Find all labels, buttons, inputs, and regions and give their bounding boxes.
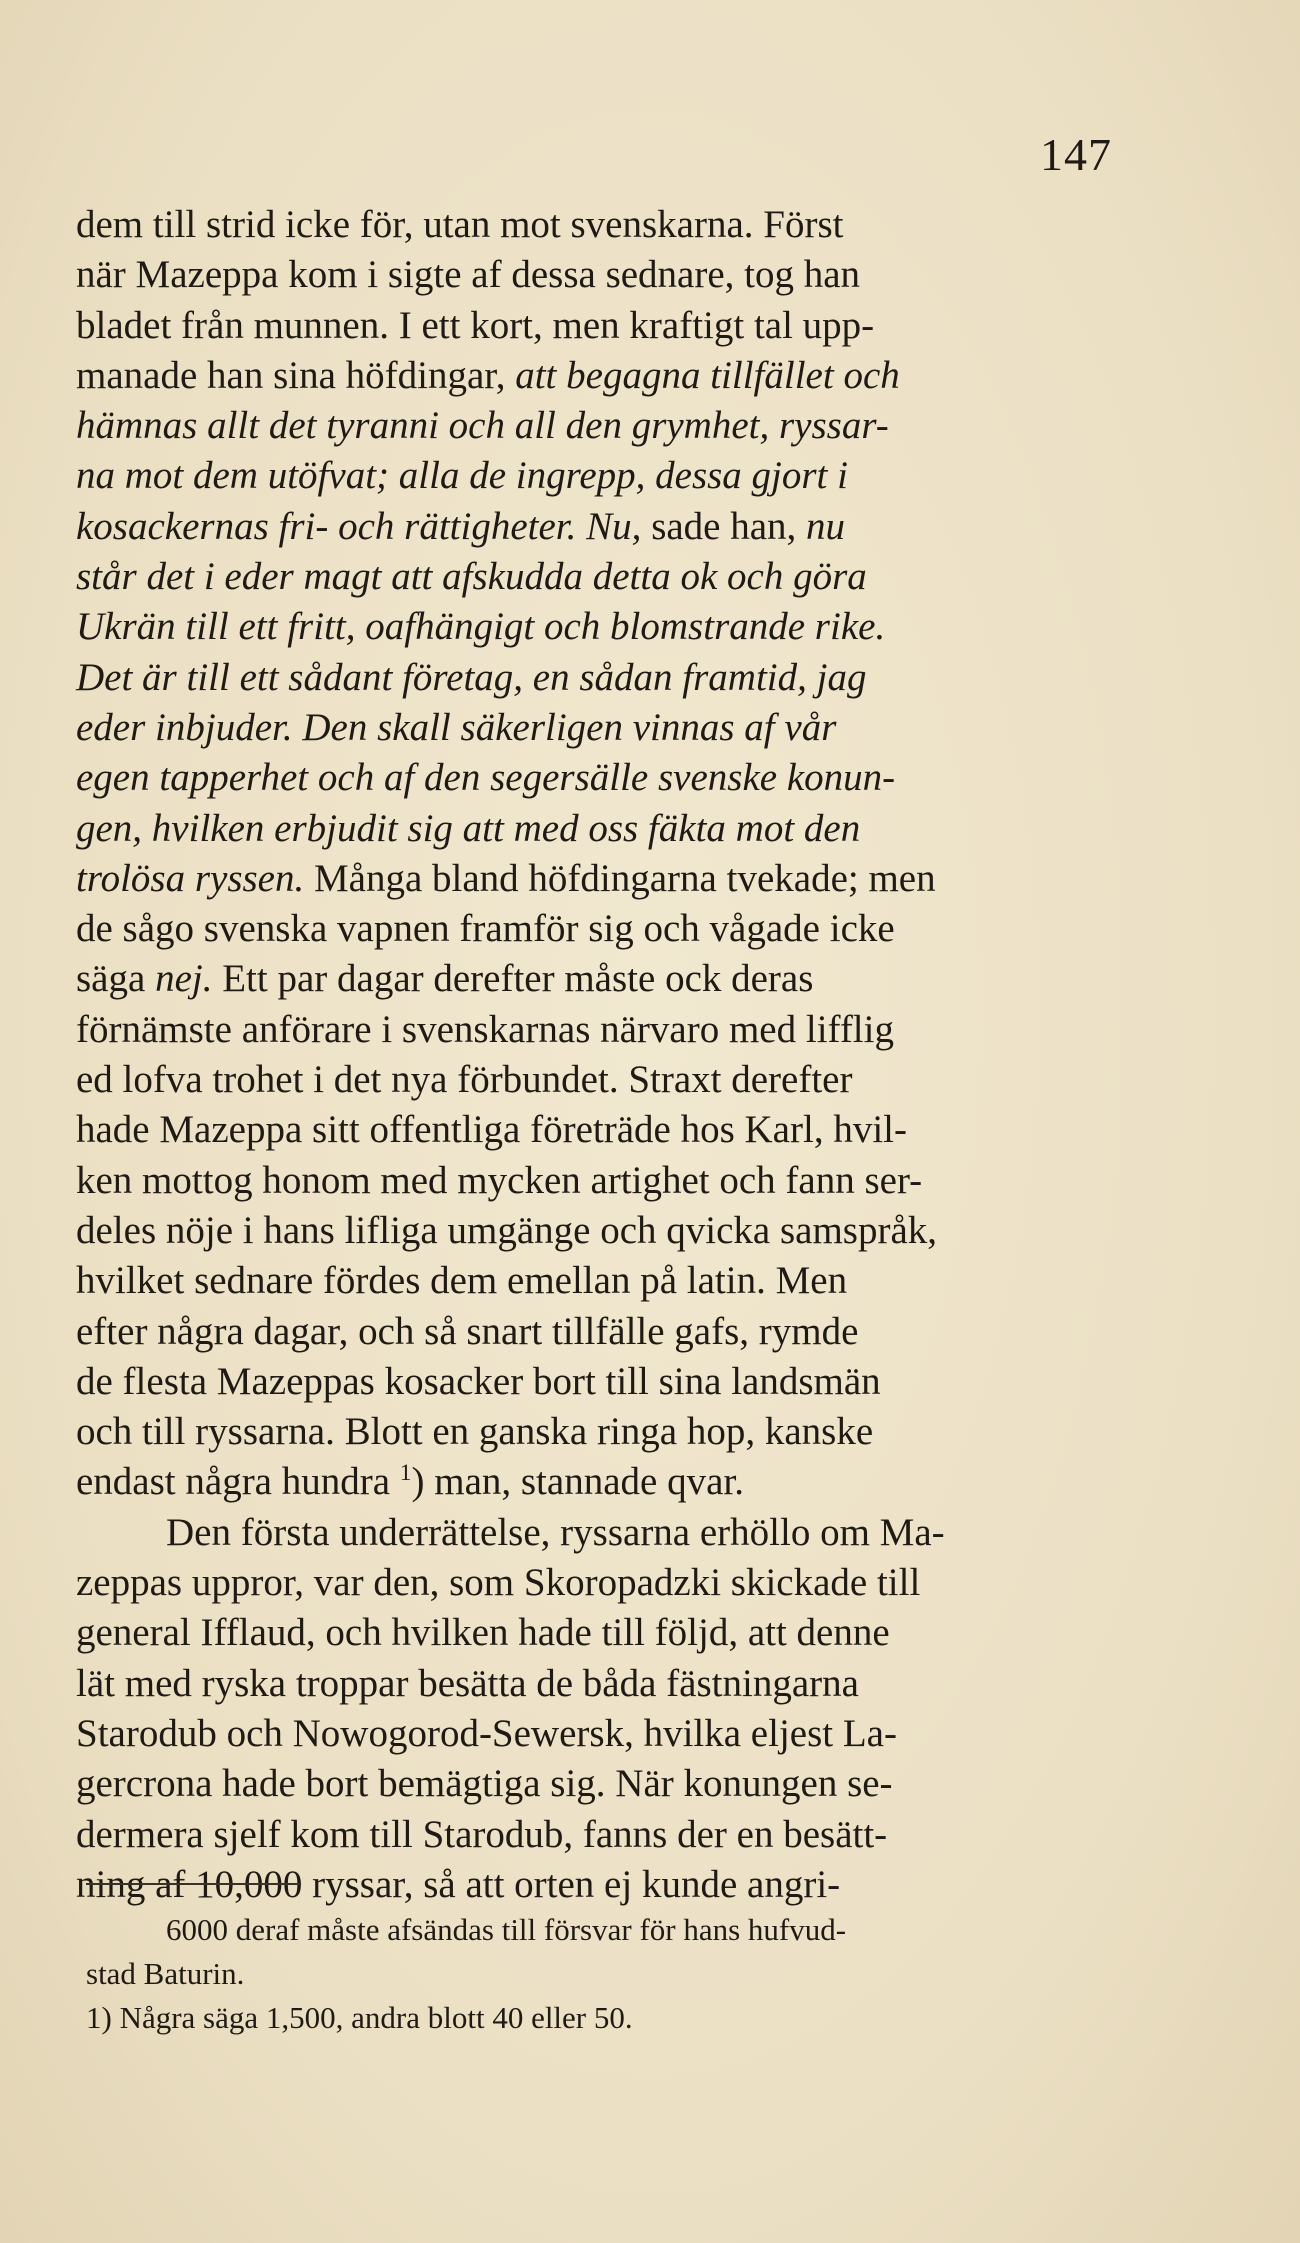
text-run: och till ryssarna. Blott en ganska ringa hop, kanske [76, 1410, 874, 1454]
footnote-line: 6000 deraf måste afsändas till försvar för hans hufvud- [166, 1912, 847, 1947]
italic-run: nej. [155, 957, 213, 1001]
text-line [76, 1608, 1126, 1658]
text-run: de sågo svenska vapnen framför sig och vågade icke [76, 907, 895, 951]
text-line [76, 1156, 1126, 1206]
text-line [76, 602, 1126, 652]
italic-run: nu [806, 504, 846, 548]
text-line [76, 954, 1126, 1004]
italic-run: gen, hvilken erbjudit sig att med oss fäkta mot den [76, 806, 861, 850]
text-line [76, 1256, 1126, 1306]
text-line [76, 1810, 1126, 1860]
footnote-line: stad Baturin. [86, 1956, 245, 1991]
text-line [76, 301, 1126, 351]
text-run: när Mazeppa kom i sigte af dessa sednare, tog han [76, 253, 861, 297]
text-run: dermera sjelf kom till Starodub, fanns der en besätt- [76, 1812, 888, 1856]
text-run: ) man, stannade qvar. [411, 1460, 744, 1504]
italic-run: trolösa ryssen. [76, 856, 305, 900]
text-run: bladet från munnen. I ett kort, men kraftigt tal upp- [76, 303, 875, 347]
text-run: förnämste anförare i svenskarnas närvaro med lifflig [76, 1007, 894, 1051]
italic-run: står det i eder magt att afskudda detta ok och göra [76, 555, 867, 599]
text-run: Ett par dagar derefter måste ock deras [212, 957, 814, 1001]
text-line [76, 1709, 1126, 1759]
page-number: 147 [1040, 129, 1112, 180]
text-run: deles nöje i hans lifliga umgänge och qvicka samspråk, [76, 1208, 938, 1252]
text-line [76, 1508, 1126, 1558]
italic-run: hämnas allt det tyranni och all den grymhet, ryssar- [76, 404, 889, 448]
text-run: ed lofva trohet i det nya förbundet. Straxt derefter [76, 1058, 853, 1102]
text-run: dem till strid icke för, utan mot svenskarna. Först [76, 203, 844, 246]
text-line [76, 854, 1126, 904]
text-run: säga [76, 957, 156, 1001]
italic-run: att begagna tillfället och [515, 353, 900, 397]
text-line [76, 1105, 1126, 1155]
text-line [76, 1407, 1126, 1457]
text-line [76, 804, 1126, 854]
text-line [76, 703, 1126, 753]
text-run: ken mottog honom med mycken artighet och fann ser- [76, 1158, 923, 1202]
text-line [76, 1558, 1126, 1608]
text-run: sade han, [641, 504, 807, 548]
footnote-line: 1) Några säga 1,500, andra blott 40 eller 50. [86, 2000, 633, 2035]
footnotes [86, 1908, 1126, 2040]
text-run: Starodub och Nowogorod-Sewersk, hvilka eljest La- [76, 1711, 897, 1755]
italic-run: Ukrän till ett fritt, oafhängigt och blomstrande rike. [76, 605, 886, 649]
text-run: lät med ryska troppar besätta de båda fästningarna [76, 1661, 859, 1705]
italic-run: na mot dem utöfvat; alla de ingrepp, dessa gjort i [76, 454, 848, 498]
text-line [76, 1759, 1126, 1809]
text-run: endast några hundra [76, 1460, 400, 1504]
body-text [76, 200, 1126, 1910]
text-run: Många bland höfdingarna tvekade; men [304, 856, 936, 900]
text-run: manade han sina höfdingar, [76, 353, 516, 397]
text-line [76, 451, 1126, 501]
text-line [76, 200, 1126, 250]
footnote-marker: 1 [399, 1460, 412, 1487]
text-line [76, 904, 1126, 954]
text-run: hade Mazeppa sitt offentliga företräde hos Karl, hvil- [76, 1108, 907, 1152]
footnote-rule [86, 1883, 301, 1885]
text-run [576, 505, 586, 548]
italic-run: eder inbjuder. Den skall säkerligen vinnas af vår [76, 705, 837, 749]
text-line [76, 351, 1126, 401]
italic-run: Det är till ett sådant företag, en sådan framtid, jag [76, 655, 867, 699]
text-run: hvilket sednare fördes dem emellan på latin. Men [76, 1259, 848, 1303]
text-line [76, 250, 1126, 300]
text-line [76, 1357, 1126, 1407]
text-line [76, 1457, 1126, 1507]
text-line [76, 552, 1126, 602]
text-run: gercrona hade bort bemägtiga sig. När konungen se- [76, 1762, 893, 1806]
text-run: zeppas uppror, var den, som Skoropadzki skickade till [76, 1561, 921, 1605]
text-run: de flesta Mazeppas kosacker bort till sina landsmän [76, 1359, 881, 1403]
text-line [76, 753, 1126, 803]
text-run: general Ifflaud, och hvilken hade till följd, att denne [76, 1611, 890, 1655]
text-run: efter några dagar, och så snart tillfälle gafs, rymde [76, 1309, 859, 1353]
text-line [76, 1055, 1126, 1105]
italic-run: egen tapperhet och af den segersälle svenske konun- [76, 756, 896, 800]
text-run: ning af 10,000 ryssar, så att orten ej kunde angri- [76, 1862, 841, 1906]
text-line [76, 401, 1126, 451]
text-line [76, 1206, 1126, 1256]
italic-run: kosackernas fri- och rättigheter. [76, 504, 577, 548]
text-run: Den första underrättelse, ryssarna erhöllo om Ma- [166, 1510, 945, 1554]
text-line [76, 653, 1126, 703]
text-line [76, 502, 1126, 552]
italic-run: Nu, [586, 504, 642, 548]
text-line [76, 1659, 1126, 1709]
text-line [76, 1307, 1126, 1357]
text-line [76, 1005, 1126, 1055]
